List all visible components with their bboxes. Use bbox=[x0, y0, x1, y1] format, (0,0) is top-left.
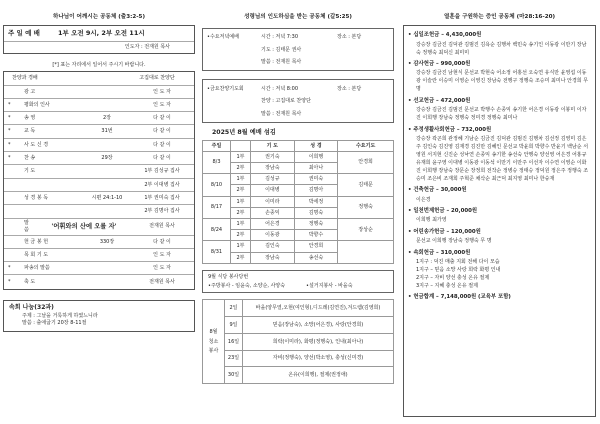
roster-wednesday: 안경희 bbox=[338, 151, 394, 173]
service-item-name: 평화의 인사 bbox=[24, 101, 50, 108]
service-item-name: 기 도 bbox=[24, 168, 36, 175]
fri-place: 장소 : 본당 bbox=[337, 85, 362, 92]
service-order-row bbox=[4, 99, 194, 112]
cleaning-teams: 자비(정행숙), 양선(박소영), 충성(신미경) bbox=[243, 350, 394, 367]
service-order-row bbox=[4, 179, 194, 192]
offering-donors: 1지구 : 덕진 매출 지회 전해 다이 모습 1지구 – 믿음 소망 사랑 희락 화평 인내 2지구 – 자비 양선 충성 온유 절제 3지구 – 지혜 충성 온유 절제 bbox=[416, 258, 501, 289]
service-item-name: 교 독 bbox=[24, 128, 36, 135]
offering-heading: • 헌금합계 – 7,148,000원 (교육부 포함) bbox=[408, 294, 511, 301]
roster-prayer: 장남숙 bbox=[251, 163, 295, 174]
share-box bbox=[3, 300, 195, 332]
roster-scripture: 정행숙 bbox=[294, 219, 338, 230]
offering-group bbox=[408, 127, 591, 183]
fri-label: •금요찬양기도회 bbox=[207, 85, 244, 92]
cleaning-label-line: 봉사 bbox=[208, 347, 219, 354]
roster-date: 8/17 bbox=[203, 196, 231, 218]
share-theme: 주제 : 그날을 거룩하게 하였느니라 bbox=[22, 313, 98, 320]
service-item-person: 2부 이대병 집사 bbox=[144, 181, 180, 188]
cleaning-row bbox=[203, 300, 394, 317]
roster-service: 1부 bbox=[231, 151, 251, 162]
standing-note: [*] 표는 자리에서 일어서 주시기 바랍니다. bbox=[52, 61, 146, 68]
offering-heading: • 감사헌금 – 990,000원 bbox=[408, 61, 471, 68]
service-item-person: 인 도 자 bbox=[153, 265, 171, 272]
service-order-row bbox=[4, 192, 194, 205]
wed-word: 말씀 : 전재원 목사 bbox=[261, 59, 302, 66]
roster-service: 2부 bbox=[231, 207, 251, 218]
roster-prayer: 권기숙 bbox=[251, 151, 295, 162]
roster-row bbox=[203, 196, 394, 207]
service-item-person: 다 같 이 bbox=[153, 155, 171, 162]
praise-heading: 찬양과 경배 bbox=[12, 75, 38, 82]
worship-times: 1부 오전 9시, 2부 오전 11시 bbox=[58, 29, 145, 38]
service-order-row bbox=[4, 205, 194, 218]
roster-prayer: 이대병 bbox=[251, 185, 295, 196]
fri-time: 시간 : 저녁 8:00 bbox=[261, 85, 299, 92]
roster-prayer: 김인숙 bbox=[251, 241, 295, 252]
service-order-row bbox=[4, 152, 194, 165]
offering-donors: 강승장 김금진 김범진 문선교 박행수 손종익 송기한 어은경 이동광 이봉미 이자진 이희행 장남숙 정행숙 정미경 정행숙 최미나 bbox=[416, 107, 587, 122]
wed-place: 장소 : 본당 bbox=[337, 34, 362, 41]
standing-mark: * bbox=[8, 278, 11, 285]
roster-header-date: 주일 bbox=[203, 140, 231, 151]
roster-scripture: 김명아 bbox=[294, 185, 338, 196]
service-order-row bbox=[4, 262, 194, 275]
meal-kitchen: •주방봉사 - 임윤숙, 소양순, 사양숙 bbox=[208, 283, 286, 290]
service-order-row bbox=[4, 236, 194, 249]
roster-header-scripture: 성 경 bbox=[294, 140, 338, 151]
roster-row bbox=[203, 174, 394, 185]
worship-info-box bbox=[3, 25, 195, 54]
fri-praise: 찬양 : 고집대로 찬양단 bbox=[261, 98, 311, 105]
roster-row bbox=[203, 151, 394, 162]
standing-mark: * bbox=[8, 265, 11, 272]
roster-row bbox=[203, 241, 394, 252]
cleaning-date: 9일 bbox=[225, 317, 243, 334]
cleaning-row bbox=[203, 333, 394, 350]
meal-title: 9월 식당 봉사당번 bbox=[208, 273, 249, 280]
offering-donors: 이은경 bbox=[416, 196, 431, 203]
meal-dishes: •설거지봉사 - 바을숙 bbox=[306, 283, 353, 290]
roster-service: 1부 bbox=[231, 196, 251, 207]
service-item-person: 전재원 목사 bbox=[149, 278, 175, 285]
service-item-detail: 330장 bbox=[99, 238, 115, 245]
service-item-detail: 2장 bbox=[102, 115, 111, 122]
service-item-person: 인 도 자 bbox=[153, 101, 171, 108]
service-item-name: 송 영 bbox=[24, 115, 36, 122]
cleaning-row bbox=[203, 317, 394, 334]
service-item-name: 축 도 bbox=[24, 278, 36, 285]
left-title: 하나님이 어깨시는 공동체 (출3:2-5) bbox=[52, 14, 146, 20]
standing-mark: * bbox=[8, 155, 11, 162]
standing-mark: * bbox=[8, 141, 11, 148]
service-item-person: 1부 김성규 집사 bbox=[144, 168, 180, 175]
offering-heading: • 주정생활사회헌금 – 732,000원 bbox=[408, 126, 492, 133]
cleaning-teams: 믿음(장남숙), 소망(어은경), 사랑(안경희) bbox=[243, 317, 394, 334]
roster-header-wed: 수요기도 bbox=[338, 140, 394, 151]
cleaning-label-line: 청소 bbox=[208, 338, 219, 345]
service-item-name: 광 고 bbox=[24, 88, 36, 95]
roster-scripture: 박향수 bbox=[294, 230, 338, 241]
friday-schedule bbox=[202, 79, 394, 123]
service-item-detail: 시편 24:1-10 bbox=[91, 194, 123, 201]
service-item-name: 성 경 봉 독 bbox=[24, 194, 49, 201]
wed-prayer: 기도 : 김태문 권사 bbox=[261, 46, 302, 53]
offering-heading: • 선교헌금 – 472,000원 bbox=[408, 97, 471, 104]
wednesday-schedule bbox=[202, 28, 394, 72]
offering-box bbox=[403, 25, 596, 417]
cleaning-row bbox=[203, 350, 394, 367]
offering-group bbox=[408, 61, 591, 93]
roster-prayer: 이미라 bbox=[251, 196, 295, 207]
service-item-name: 사 도 신 경 bbox=[24, 141, 49, 148]
standing-mark: * bbox=[8, 128, 11, 135]
roster-service: 2부 bbox=[231, 252, 251, 263]
cleaning-row bbox=[203, 367, 394, 384]
service-item-person: 전재원 목사 bbox=[149, 223, 175, 230]
worship-leader: 인도자 : 전재원 목사 bbox=[124, 44, 170, 51]
worship-name: 주 일 예 배 bbox=[8, 29, 40, 38]
roster-wednesday: 장상순 bbox=[338, 219, 394, 241]
roster-prayer: 손종익 bbox=[251, 207, 295, 218]
offering-group bbox=[408, 208, 591, 224]
service-item-person: 다 같 이 bbox=[153, 115, 171, 122]
fri-word: 말씀 : 전재원 목사 bbox=[261, 110, 302, 117]
service-order-row bbox=[4, 249, 194, 262]
roster-table bbox=[202, 140, 394, 264]
roster-service: 1부 bbox=[231, 219, 251, 230]
wed-label: •수요저녁예배 bbox=[207, 34, 239, 41]
roster-wednesday: 김태문 bbox=[338, 174, 394, 196]
roster-date: 8/31 bbox=[203, 241, 231, 263]
roster-header bbox=[203, 140, 394, 151]
cleaning-table bbox=[202, 299, 394, 384]
standing-mark: * bbox=[8, 101, 11, 108]
service-order-row bbox=[4, 275, 194, 288]
roster-prayer: 장남숙 bbox=[251, 252, 295, 263]
roster-service: 1부 bbox=[231, 174, 251, 185]
roster-service: 2부 bbox=[231, 230, 251, 241]
service-item-detail: 31번 bbox=[101, 128, 113, 135]
order-of-service bbox=[3, 71, 195, 289]
offering-heading: • 속회헌금 – 310,000원 bbox=[408, 249, 471, 256]
roster-wednesday: 정행숙 bbox=[338, 196, 394, 218]
offering-group bbox=[408, 229, 591, 245]
service-item-detail: '어휘와의 산에 오를 자' bbox=[51, 222, 117, 230]
offering-donors: 강승장 곽곤희 관정혜 기남순 김금진 김덕관 김범진 김행차 김선정 김영미 김은주 김인숙 김진영 김재경 김진만 김혜인 문선교 박윤희 박향수 반윤기 백남순 서영원 서지현 신진순 성낙연 손종익 송기한 송선숙 안행숙 양선영 어은경 어홍규 유재희 윤구영 이대병 이동광 이동석 이만기 이만주 이선자 이수연 이영순 이화진 이희행 장남숙 장문순 장정희 전작순 정병승 정태승 정덕원 정은주 정행숙 조승미 조은비 조재희 주혁준 채삭순 최근덕 최지영 최미나 한숭재 bbox=[416, 135, 589, 182]
cleaning-date: 30일 bbox=[225, 367, 243, 384]
roster-service: 2부 bbox=[231, 163, 251, 174]
service-order-row bbox=[4, 165, 194, 178]
roster-scripture: 안경희 bbox=[294, 241, 338, 252]
share-scripture: 말씀 : 출애굽기 20장 8-11절 bbox=[22, 320, 87, 327]
offering-donors: 강승장 김금진 남현식 문선교 박현숙 어소정 어홍선 오숙연 유식만 윤영섭 이동광 이슬란 이승미 이영순 이영진 장남숙 전행구 정행숙 조승미 최미나 안경희 무 명 bbox=[416, 70, 589, 93]
cleaning-teams: 바을(양무열,오현(여인형),디드레(김연진),겨드렘(김영희) bbox=[243, 300, 394, 317]
service-item-name: 찬 송 bbox=[24, 155, 36, 162]
offering-donors: 문선교 이희행 장남숙 정행숙 무 명 bbox=[416, 238, 492, 245]
standing-mark: * bbox=[8, 115, 11, 122]
roster-date: 8/10 bbox=[203, 174, 231, 196]
service-item-person: 2부 김명아 집사 bbox=[144, 208, 180, 215]
service-order-row bbox=[4, 112, 194, 125]
service-item-name: 목 회 기 도 bbox=[24, 251, 49, 258]
offering-heading: • 십일조헌금 – 4,430,000원 bbox=[408, 32, 482, 39]
cleaning-label bbox=[203, 300, 225, 384]
praise-team: 고집대로 찬양단 bbox=[139, 75, 175, 82]
roster-scripture: 박세정 bbox=[294, 196, 338, 207]
roster-header-service bbox=[231, 140, 251, 151]
roster-scripture: 권미숙 bbox=[294, 174, 338, 185]
service-order-row bbox=[4, 139, 194, 152]
roster-header-prayer: 기 도 bbox=[251, 140, 295, 151]
service-item-detail: 29장 bbox=[101, 155, 113, 162]
roster-prayer: 어은경 bbox=[251, 219, 295, 230]
wed-time: 시간 : 저녁 7:30 bbox=[261, 34, 299, 41]
cleaning-date: 16일 bbox=[225, 333, 243, 350]
offering-heading: • 건축헌금 – 30,000원 bbox=[408, 187, 467, 194]
roster-wednesday bbox=[338, 241, 394, 263]
service-item-person: 1부 권미숙 집사 bbox=[144, 194, 180, 201]
left-column bbox=[3, 0, 195, 424]
roster-scripture: 송선숙 bbox=[294, 252, 338, 263]
offering-group bbox=[408, 187, 591, 203]
roster-scripture: 이희행 bbox=[294, 151, 338, 162]
middle-title: 성령님의 인도하심을 받는 공동체 (갈5:25) bbox=[244, 14, 352, 20]
service-order-row bbox=[4, 86, 194, 99]
offering-group bbox=[408, 98, 591, 122]
offering-group bbox=[408, 250, 591, 290]
roster-prayer: 김성규 bbox=[251, 174, 295, 185]
offering-donors: 이희행 최가영 bbox=[416, 217, 447, 224]
roster-scripture: 최아나 bbox=[294, 163, 338, 174]
service-item-person: 다 같 이 bbox=[153, 238, 171, 245]
service-item-name: 헌 금 봉 헌 bbox=[24, 238, 49, 245]
service-order-row bbox=[4, 125, 194, 138]
offering-group bbox=[408, 32, 591, 56]
cleaning-teams: 희락(이미라), 화평(정행숙), 인내(최아나) bbox=[243, 333, 394, 350]
meal-service-box bbox=[202, 270, 394, 294]
roster-prayer: 이동광 bbox=[251, 230, 295, 241]
service-item-person: 인 도 자 bbox=[153, 251, 171, 258]
roster-date: 8/3 bbox=[203, 151, 231, 173]
service-item-person: 인 도 자 bbox=[153, 88, 171, 95]
middle-column bbox=[202, 0, 394, 424]
offering-donors: 강승장 김금진 김덕관 김범진 김욕순 김행차 백민숙 송기인 이동광 이만기 장남숙 정행숙 최덕신 최미미 bbox=[416, 41, 587, 56]
roster-service: 1부 bbox=[231, 241, 251, 252]
cleaning-date: 23일 bbox=[225, 350, 243, 367]
offering-heading: • 일천번제헌금 – 20,000원 bbox=[408, 208, 478, 215]
service-item-name: 파송의 말씀 bbox=[24, 265, 50, 272]
roster-scripture: 김명숙 bbox=[294, 207, 338, 218]
roster-row bbox=[203, 219, 394, 230]
service-item-person: 다 같 이 bbox=[153, 128, 171, 135]
cleaning-label-line: 8월 bbox=[209, 329, 218, 336]
roster-service: 2부 bbox=[231, 185, 251, 196]
right-title: 열훈을 구원하는 증인 공동체 (마28:16-20) bbox=[443, 14, 556, 20]
offering-group bbox=[408, 294, 591, 301]
right-column bbox=[403, 0, 596, 424]
roster-title: 2025년 8월 예배 섬김 bbox=[212, 128, 276, 136]
offering-heading: • 어린송가헌금 – 120,000원 bbox=[408, 228, 481, 235]
service-order-row bbox=[4, 219, 194, 236]
cleaning-teams: 온유(이희행), 절제(권정애) bbox=[243, 367, 394, 384]
service-item-name: 말 씀 bbox=[24, 220, 29, 233]
service-item-person: 다 같 이 bbox=[153, 141, 171, 148]
cleaning-date: 2일 bbox=[225, 300, 243, 317]
share-title: 속회 나눔(32과) bbox=[9, 303, 54, 311]
roster-date: 8/24 bbox=[203, 219, 231, 241]
